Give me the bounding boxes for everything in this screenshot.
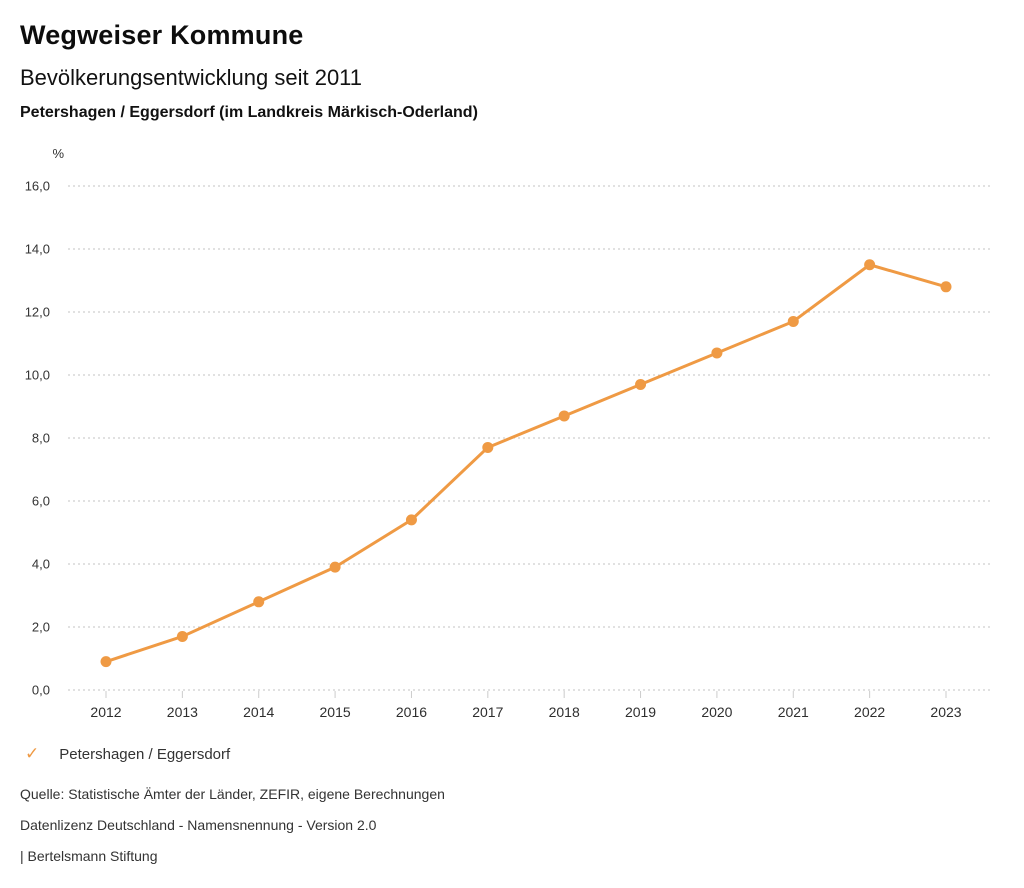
data-point[interactable]: [864, 259, 875, 270]
x-axis-tick-label: 2019: [624, 704, 657, 720]
x-axis-tick-label: 2014: [243, 704, 275, 720]
x-axis-tick-label: 2015: [319, 704, 351, 720]
chart-location-subtitle: Petershagen / Eggersdorf (im Landkreis Märkisch-Oderland): [20, 104, 478, 121]
chart-title: Bevölkerungsentwicklung seit 2011: [20, 65, 363, 90]
data-point[interactable]: [253, 596, 264, 607]
series-line: [106, 265, 946, 662]
x-axis-tick-label: 2018: [548, 704, 580, 720]
y-axis-tick-label: 6,0: [31, 493, 50, 509]
source-text: Quelle: Statistische Ämter der Länder, ZEFIR, eigene Berechnungen: [20, 786, 445, 802]
attribution-text: | Bertelsmann Stiftung: [20, 848, 158, 864]
y-axis-tick-label: 14,0: [24, 241, 50, 257]
legend-series-label: Petershagen / Eggersdorf: [59, 745, 231, 763]
data-point[interactable]: [941, 281, 952, 292]
legend-check-icon: ✓: [25, 744, 40, 763]
data-point[interactable]: [101, 656, 112, 667]
license-text: Datenlizenz Deutschland - Namensnennung - Version 2.0: [20, 817, 377, 833]
x-axis-tick-label: 2020: [701, 704, 733, 720]
y-axis-tick-label: 4,0: [31, 556, 50, 572]
data-point[interactable]: [406, 514, 417, 525]
y-axis-tick-label: 10,0: [24, 367, 50, 383]
y-axis-tick-label: 8,0: [31, 430, 50, 446]
x-axis-tick-label: 2012: [90, 704, 122, 720]
page-title: Wegweiser Kommune: [20, 20, 304, 50]
x-axis-tick-label: 2013: [166, 704, 198, 720]
y-axis-tick-label: 0,0: [31, 682, 50, 698]
data-point[interactable]: [788, 316, 799, 327]
legend-item[interactable]: [25, 745, 230, 763]
data-point[interactable]: [330, 562, 341, 573]
x-axis-tick-label: 2023: [930, 704, 962, 720]
data-point[interactable]: [482, 442, 493, 453]
y-axis-tick-label: 12,0: [24, 304, 50, 320]
y-axis-tick-label: 16,0: [24, 178, 50, 194]
x-axis-tick-label: 2022: [854, 704, 886, 720]
x-axis-tick-label: 2016: [395, 704, 428, 720]
x-axis-tick-label: 2021: [777, 704, 809, 720]
data-point[interactable]: [559, 410, 570, 421]
x-axis-tick-label: 2017: [472, 704, 504, 720]
data-point[interactable]: [635, 379, 646, 390]
data-point[interactable]: [177, 631, 188, 642]
y-axis-unit-label: %: [52, 146, 64, 161]
data-point[interactable]: [711, 347, 722, 358]
y-axis-tick-label: 2,0: [31, 619, 50, 635]
